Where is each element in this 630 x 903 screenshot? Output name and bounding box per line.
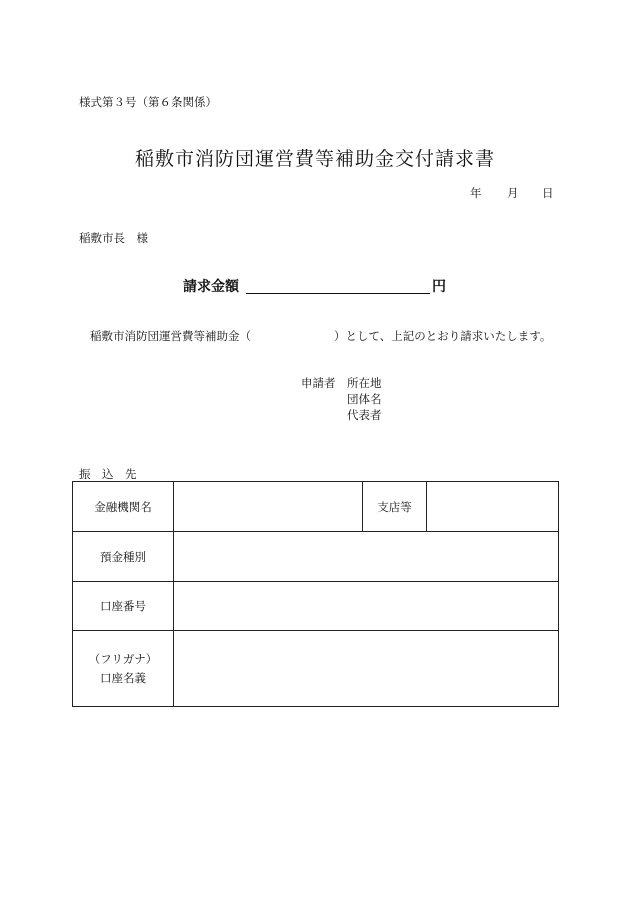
request-prefix: 稲敷市消防団運営費等補助金（ (90, 329, 251, 343)
account-name-field[interactable] (174, 631, 559, 707)
account-number-label: 口座番号 (73, 582, 174, 631)
amount-label: 請求金額 (183, 279, 239, 295)
account-name-label: 口座名義 (100, 670, 146, 685)
account-type-label: 預金種別 (73, 532, 174, 582)
date-month-label: 月 (507, 186, 519, 200)
addressee: 稲敷市長 様 (79, 231, 148, 245)
request-suffix: ）として、上記のとおり請求いたします。 (334, 329, 552, 343)
document-title: 稲敷市消防団運営費等補助金交付請求書 (134, 148, 495, 170)
date-year-label: 年 (470, 186, 482, 200)
account-type-field[interactable] (174, 532, 559, 582)
table-row (73, 631, 559, 707)
applicant-address-label: 所在地 (347, 376, 382, 390)
date-day-label: 日 (542, 186, 554, 200)
transfer-title: 振 込 先 (79, 467, 137, 481)
branch-label: 支店等 (363, 482, 427, 532)
table-row (73, 482, 559, 532)
table-row (73, 582, 559, 631)
amount-underline (246, 293, 430, 294)
account-name-label-cell (73, 631, 174, 707)
table-row (73, 532, 559, 582)
applicant-rep-label: 代表者 (347, 408, 382, 422)
account-number-field[interactable] (174, 582, 559, 631)
bank-transfer-table (72, 481, 559, 707)
bank-name-label: 金融機関名 (73, 482, 174, 532)
form-number: 様式第３号（第６条関係） (79, 95, 217, 109)
bank-name-field[interactable] (174, 482, 363, 532)
applicant-label: 申請者 (301, 376, 336, 390)
kana-label: （フリガナ） (88, 651, 158, 666)
branch-field[interactable] (427, 482, 559, 532)
applicant-org-label: 団体名 (347, 392, 382, 406)
amount-unit: 円 (432, 279, 446, 295)
